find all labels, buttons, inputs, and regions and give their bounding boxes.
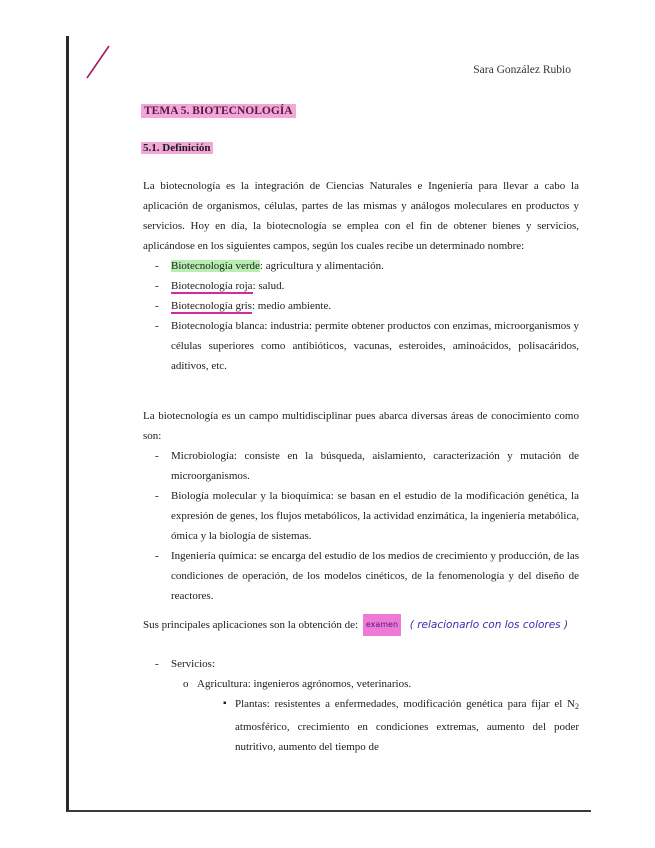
document-page (66, 36, 591, 812)
definition-block (143, 176, 579, 376)
list-item (143, 256, 579, 276)
applications-text: Sus principales aplicaciones son la obtención de: (143, 619, 359, 631)
field-desc: : industria: permite obtener productos con enzimas, microorganismos y células superiores como antibióticos, vacunas, esteroides, aminoácidos, polisacáridos, aditivos, etc. (171, 320, 579, 372)
list-item: - Ingeniería química: se encarga del estudio de los medios de crecimiento y producción, de las condiciones de operación, de los modelos cinéticos, de la fenomenología y del diseño de reactores. (143, 546, 579, 606)
list-item: - Biología molecular y la bioquímica: se basan en el estudio de la modificación genética, la expresión de genes, los flujos metabólicos, la actividad enzimática, la ingeniería metabólica, ómica y la biología de sistemas. (143, 486, 579, 546)
subsublist-item (143, 694, 579, 757)
field-desc: : medio ambiente. (251, 300, 332, 312)
sublist-item: o Agricultura: ingenieros agrónomos, veterinarios. (143, 674, 579, 694)
field-name: Biotecnología blanca (171, 320, 265, 332)
biotech-fields-list (143, 256, 579, 376)
highlighter-note: examen (363, 614, 401, 636)
intro-paragraph: La biotecnología es la integración de Ciencias Naturales e Ingeniería para llevar a cabo la aplicación de organismos, células, partes de las mismas y análogos moleculares en productos y servicios. Hoy en día, la biotecnología se emplea con el fin de obtener bienes y servicios, aplicándose en los siguientes campos, según los cuales recibe un determinado nombre: (143, 180, 579, 252)
list-item (143, 296, 579, 316)
pen-stroke-mark (85, 44, 111, 80)
list-item: - Microbiología: consiste en la búsqueda, aislamiento, caracterización y mutación de microorganismos. (143, 446, 579, 486)
handwritten-note: ( relacionarlo con los colores ) (409, 619, 569, 631)
field-desc: : agricultura y alimentación. (259, 260, 384, 272)
page-title: TEMA 5. BIOTECNOLOGÍA (141, 104, 296, 118)
subscript: 2 (575, 702, 579, 711)
services-list (143, 654, 579, 674)
field-name: Biotecnología roja (171, 280, 253, 292)
section-heading: 5.1. Definición (143, 142, 211, 154)
list-item (143, 276, 579, 296)
areas-list (143, 446, 579, 606)
plants-text-cont: atmosférico, crecimiento en condiciones extremas, aumento del poder nutritivo, aumento del tiempo de (235, 721, 579, 753)
list-item: - Servicios: (143, 654, 579, 674)
field-name: Biotecnología verde (171, 260, 260, 272)
services-block (143, 654, 579, 757)
multidisciplinary-paragraph: La biotecnología es un campo multidisciplinar pues abarca diversas áreas de conocimiento como son: (143, 410, 579, 442)
multidisciplinary-block (143, 406, 579, 606)
field-desc: : salud. (252, 280, 285, 292)
plants-text: Plantas: resistentes a enfermedades, modificación genética para fijar el N (235, 698, 575, 710)
applications-line (143, 614, 579, 636)
field-name: Biotecnología gris (171, 300, 252, 312)
list-item (143, 316, 579, 376)
author-name: Sara González Rubio (473, 64, 571, 76)
